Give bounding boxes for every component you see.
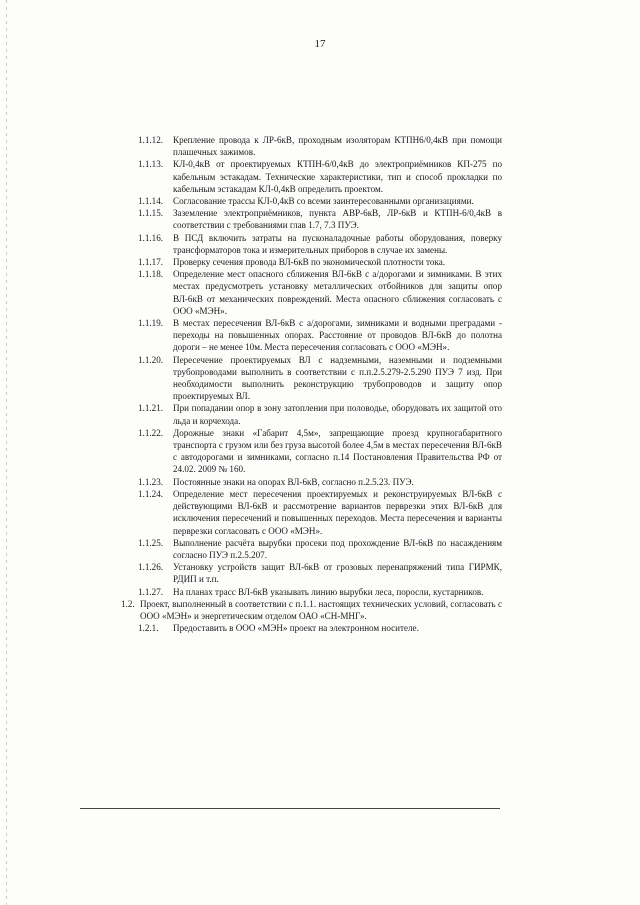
item-number: 1.1.20.: [138, 354, 164, 365]
item-number: 1.1.14.: [138, 196, 164, 207]
list-item: [138, 488, 502, 537]
item-number: 1.1.25.: [138, 537, 164, 548]
item-text: Выполнение расчёта вырубки просеки под прохождение ВЛ-6кВ по насаждениям согласно ПУЭ п.2.5.207.: [173, 537, 502, 560]
item-number: 1.1.17.: [138, 257, 164, 268]
item-text: Дорожные знаки «Габарит 4,5м», запрещающие проезд крупногабаритного транспорта с грузом или без груза высотой более 4,5м в местах пересечения ВЛ-6кВ с автодорогами и зимниками, согласно п.14 Постановления Правительства РФ от 24.02. 2009 № 160.: [173, 427, 502, 475]
item-number: 1.1.13.: [138, 159, 164, 170]
scan-edge: [6, 0, 7, 905]
sub-item-number: 1.2.1.: [138, 623, 159, 634]
item-number: 1.1.18.: [138, 269, 164, 280]
item-number: 1.1.27.: [138, 586, 164, 597]
item-text: Крепление провода к ЛР-6кВ, проходным изоляторам КТПН6/0,4кВ при помощи плашечных зажимов.: [173, 135, 502, 158]
list-item: [138, 134, 502, 158]
item-number: 1.1.22.: [138, 427, 164, 438]
content: [121, 134, 502, 634]
item-text: Пересечение проектируемых ВЛ с надземными, наземными и подземными трубопроводами выполнить в соответствии с п.п.2.5.279-2.5.290 ПУЭ 7 изд. При необходимости выполнить реконструкцию трубопроводов и защиту опор проектируемых ВЛ.: [173, 354, 502, 402]
list-item: [138, 537, 502, 561]
item-number: 1.1.24.: [138, 488, 164, 499]
item-text: Согласование трассы КЛ-0,4кВ со всеми заинтересованными организациями.: [173, 196, 474, 207]
item-text: В местах пересечения ВЛ-6кВ с а/дорогами, зимниками и водными преградами - переходы на повышенных опорах. Расстояние от проводов ВЛ-6кВ до полотна дороги – не менее 10м. Места пересечения согласовать с ООО «МЭН».: [173, 318, 502, 353]
list-item: [138, 354, 502, 403]
item-text: В ПСД включить затраты на пусконаладочные работы оборудования, поверку трансформаторов тока и измерительных приборов в случае их замены.: [173, 232, 502, 255]
item-number: 1.1.15.: [138, 208, 164, 219]
sub-item-text: Предоставить в ООО «МЭН» проект на электронном носителе.: [173, 623, 419, 634]
list-item: [138, 561, 502, 585]
item-text: Определение мест опасного сближения ВЛ-6кВ с а/дорогами и зимниками. В этих местах предусмотреть установку металлических отбойников для защиты опор ВЛ-6кВ от механических повреждений. Места опасного сближения согласовать с ООО «МЭН».: [173, 269, 502, 316]
item-number: 1.1.21.: [138, 403, 164, 414]
item-text: При попадании опор в зону затопления при половодье, оборудовать их защитой ото льда и корчехода.: [173, 403, 502, 426]
list-item: [138, 586, 502, 598]
item-number: 1.1.12.: [138, 135, 164, 145]
item-text: Заземление электроприёмников, пункта АВР-6кВ, ЛР-6кВ и КТПН-6/0,4кВ в соответствии с требованиями глав 1.7, 7.3 ПУЭ.: [173, 208, 502, 231]
list-item: [138, 402, 502, 426]
item-text: Проверку сечения провода ВЛ-6кВ по экономической плотности тока.: [173, 257, 446, 268]
list-item: [138, 256, 502, 268]
item-text: Постоянные знаки на опорах ВЛ-6кВ, согласно п.2.5.23. ПУЭ.: [173, 476, 414, 487]
list-item: [138, 232, 502, 256]
list-item: [138, 207, 502, 231]
list-item: [138, 268, 502, 317]
item-number: 1.1.16.: [138, 232, 164, 243]
item-text: На планах трасс ВЛ-6кВ указывать линию вырубки леса, поросли, кустарников.: [173, 586, 484, 597]
list-item: [138, 427, 502, 476]
section-item: [121, 598, 502, 622]
sub-item: [138, 622, 502, 634]
section-number: 1.2.: [121, 598, 135, 609]
item-text: Установку устройств защит ВЛ-6кВ от грозовых перенапряжений типа ГИРМК, РДИП и т.п.: [173, 562, 502, 585]
footer-divider: [80, 808, 500, 809]
page-number: 17: [314, 38, 326, 50]
section-text: Проект, выполненный в соответствии с п.1.1. настоящих технических условий, согласовать с ООО «МЭН» и энергетическим отделом ОАО «СН-МНГ».: [140, 598, 502, 621]
list-item: [138, 158, 502, 195]
item-text: КЛ-0,4кВ от проектируемых КТПН-6/0,4кВ до электроприёмников КП-275 по кабельным эстакадам. Технические характеристики, тип и способ прокладки по кабельным эстакадам КЛ-0,4кВ определить проектом.: [173, 159, 502, 194]
item-number: 1.1.23.: [138, 476, 164, 487]
item-text: Определение мест пересечения проектируемых и реконструируемых ВЛ-6кВ с действующими ВЛ-6кВ и рассмотрение вариантов перврезки этих ВЛ-6кВ для исключения пересечений и повышенных переходов. Места пересечения и варианты перврезки согласовать с ООО «МЭН».: [173, 488, 502, 536]
item-number: 1.1.19.: [138, 318, 164, 329]
list-item: [138, 195, 502, 207]
list-item: [138, 317, 502, 354]
list-item: [138, 476, 502, 488]
item-number: 1.1.26.: [138, 562, 164, 573]
